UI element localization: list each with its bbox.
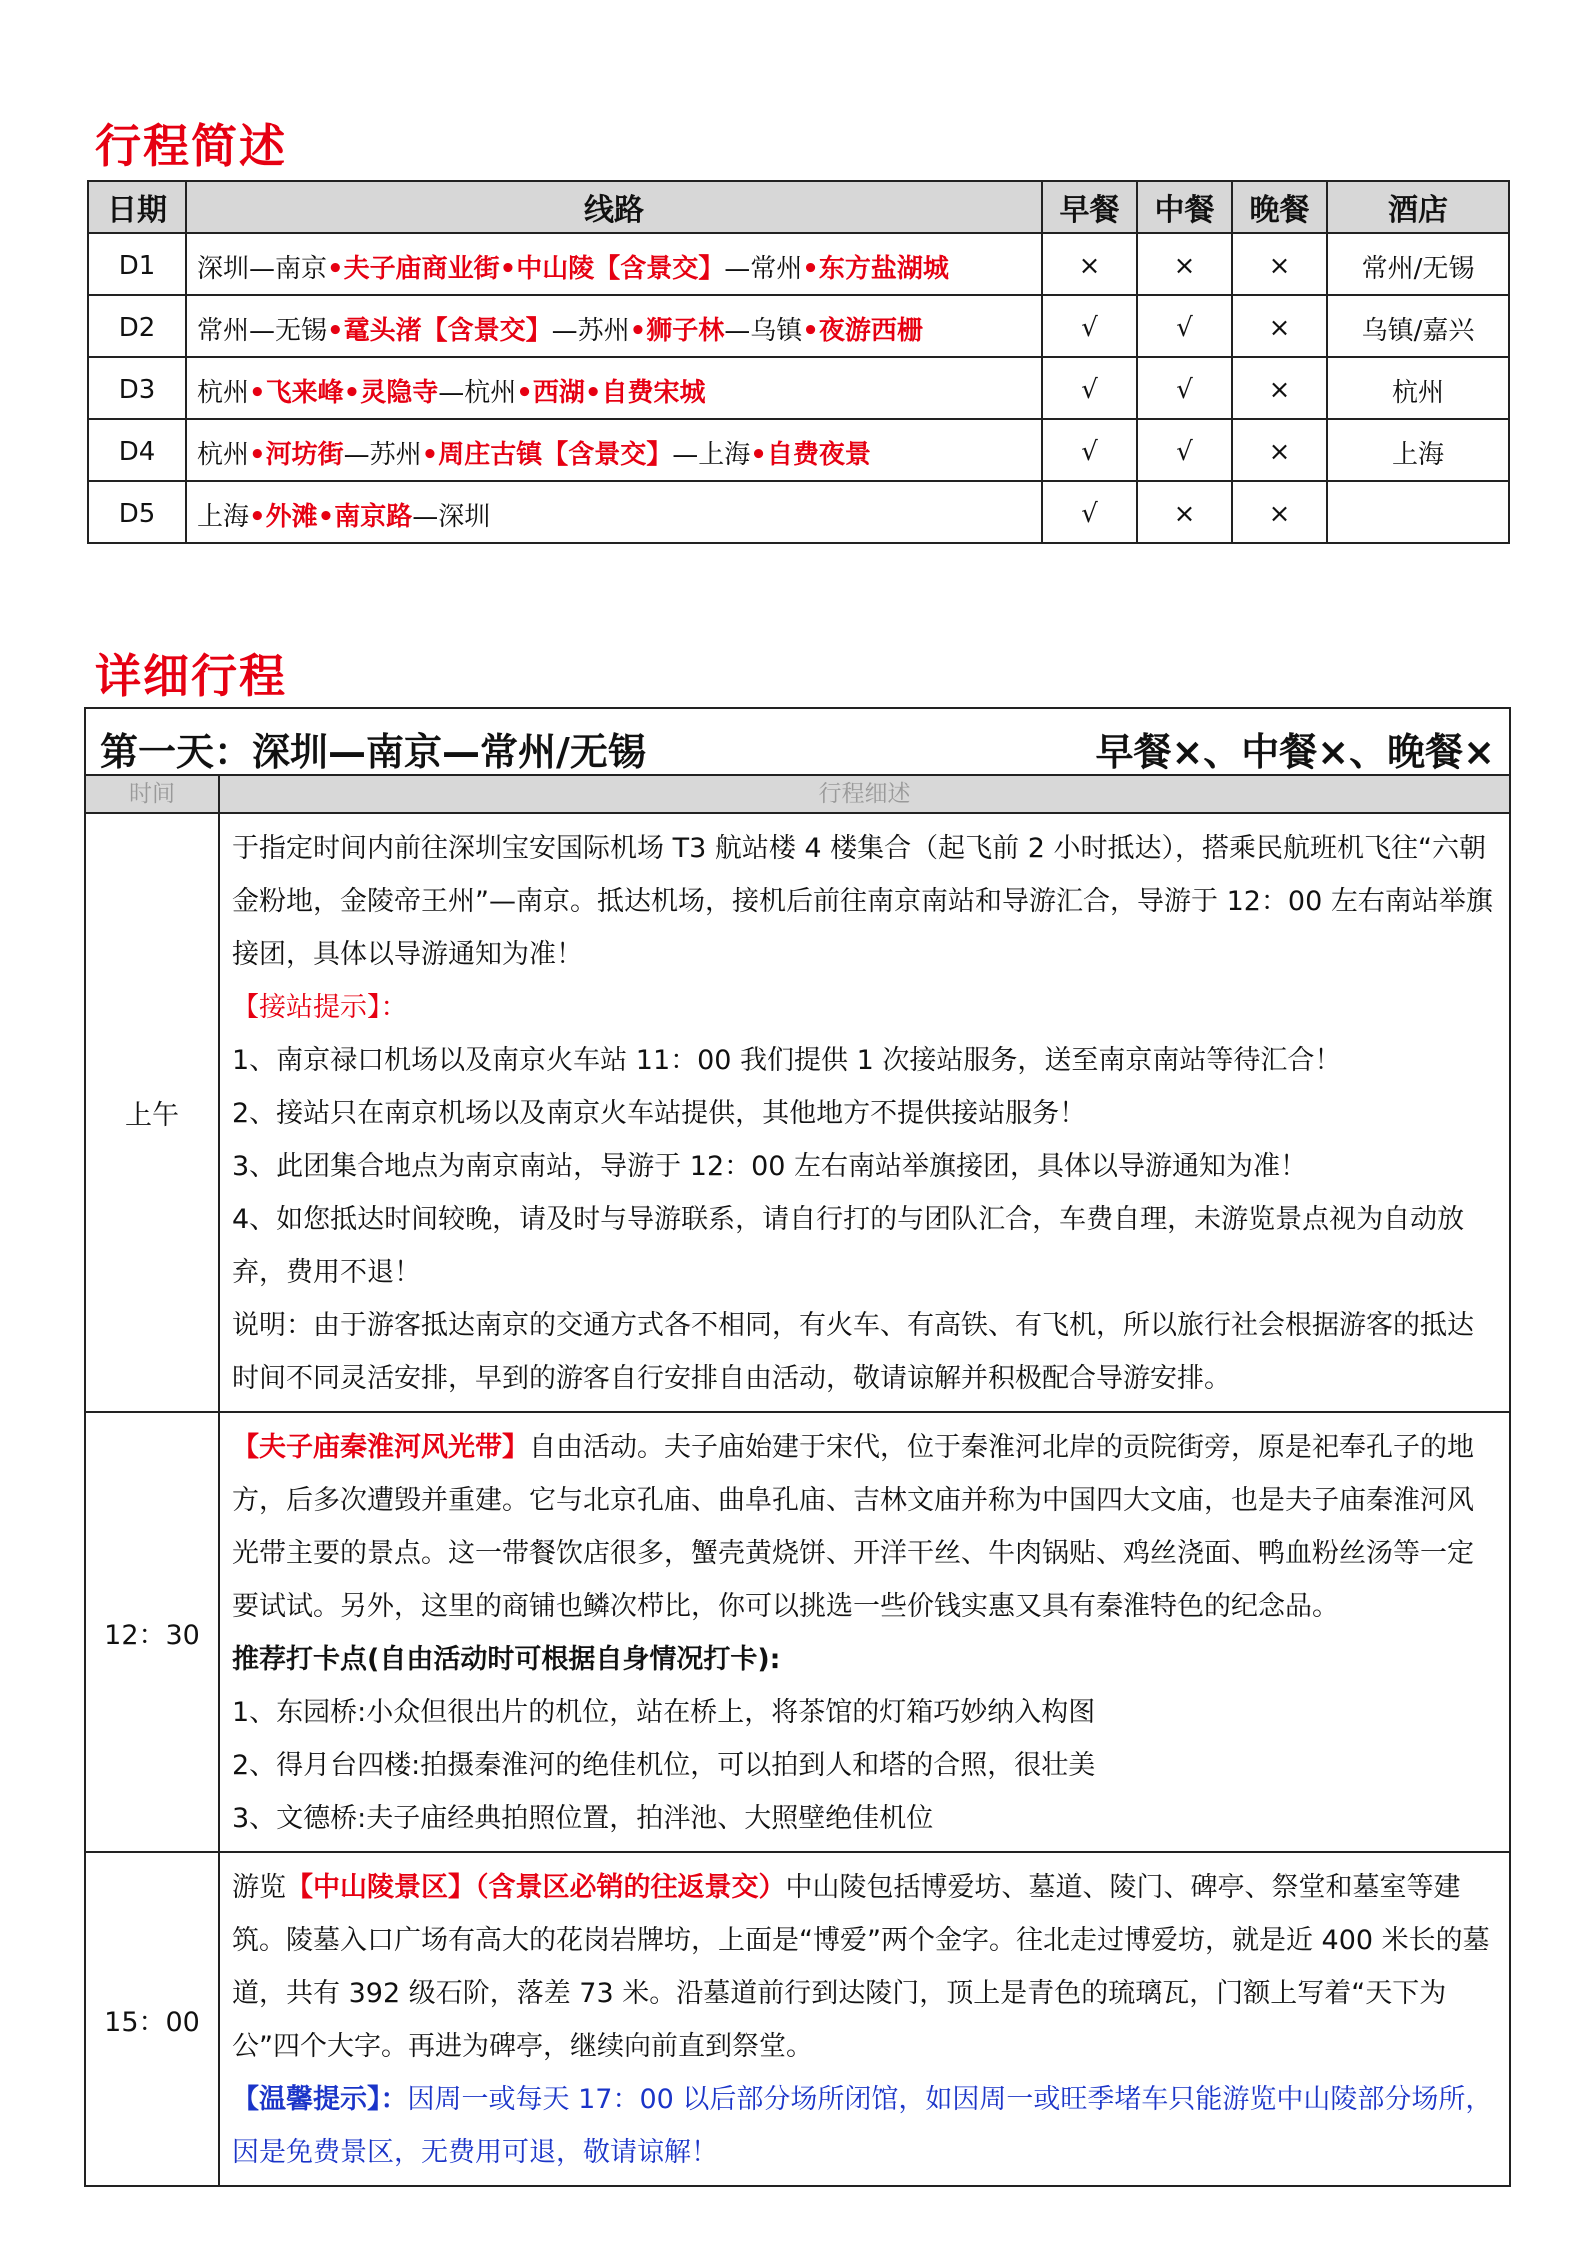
text-segment: 4、如您抵达时间较晚，请及时与导游联系，请自行打的与团队汇合，车费自理，未游览景点视为自动放弃，费用不退！: [232, 1204, 1465, 1288]
route-highlight: •自费夜景: [750, 439, 871, 470]
summary-table: [87, 180, 1510, 544]
summary-row: [88, 295, 1509, 357]
paragraph: [232, 1193, 1497, 1299]
text-segment: 因周一或每天 17：00 以后部分场所闭馆，如因周一或旺季堵车只能游览中山陵部分场所，因是免费景区，无费用可退，敬请谅解！: [232, 2084, 1493, 2168]
summary-row: [88, 357, 1509, 419]
route-highlight: •河坊街: [249, 439, 344, 470]
paragraph: [232, 1792, 1497, 1845]
route-segment: 杭州: [197, 439, 250, 470]
itinerary-row: [86, 1413, 1509, 1853]
header-lunch: 中餐: [1137, 181, 1232, 233]
lunch-cell: √: [1137, 419, 1232, 481]
route-highlight: •飞来峰•灵隐寺: [249, 377, 439, 408]
route-highlight: •狮子林: [629, 315, 725, 346]
day-cell: D4: [88, 419, 186, 481]
route-cell: [186, 419, 1042, 481]
text-segment: 3、文德桥:夫子庙经典拍照位置，拍泮池、大照壁绝佳机位: [232, 1803, 934, 1834]
hotel-cell: 杭州: [1327, 357, 1509, 419]
summary-title: 行程简述: [95, 119, 287, 173]
header-breakfast: 早餐: [1042, 181, 1137, 233]
route-highlight: •鼋头渚【含景交】: [327, 315, 552, 346]
paragraph: [232, 1140, 1497, 1193]
text-segment: 【中山陵景区】（含景区必销的往返景交）: [286, 1872, 786, 1903]
route-segment: —上海: [672, 439, 751, 470]
route-highlight: •周庄古镇【含景交】: [421, 439, 673, 470]
paragraph: [232, 2073, 1497, 2179]
route-cell: [186, 295, 1042, 357]
time-cell: 12：30: [86, 1413, 220, 1851]
dinner-cell: ×: [1232, 419, 1327, 481]
hotel-cell: 常州/无锡: [1327, 233, 1509, 295]
text-segment: 3、此团集合地点为南京南站，导游于 12：00 左右南站举旗接团，具体以导游通知为准！: [232, 1151, 1308, 1182]
route-segment: 深圳—南京: [197, 253, 328, 284]
day1-detail-table: [84, 707, 1511, 2187]
summary-row: [88, 419, 1509, 481]
breakfast-cell: √: [1042, 481, 1137, 543]
lunch-cell: ×: [1137, 233, 1232, 295]
description-cell: [220, 814, 1509, 1411]
text-segment: 推荐打卡点(自由活动时可根据自身情况打卡):: [232, 1644, 781, 1675]
route-segment: —杭州: [438, 377, 517, 408]
itinerary-row: [86, 1853, 1509, 2185]
day-cell: D5: [88, 481, 186, 543]
breakfast-cell: ×: [1042, 233, 1137, 295]
hotel-cell: 乌镇/嘉兴: [1327, 295, 1509, 357]
lunch-cell: √: [1137, 357, 1232, 419]
text-segment: 1、东园桥:小众但很出片的机位，站在桥上，将茶馆的灯箱巧妙纳入构图: [232, 1697, 1096, 1728]
paragraph: [232, 822, 1497, 981]
description-cell: [220, 1853, 1509, 2185]
day-meals: 早餐×、中餐×、晚餐×: [1095, 730, 1495, 774]
day-cell: D1: [88, 233, 186, 295]
time-cell: 上午: [86, 814, 220, 1411]
text-segment: 【夫子庙秦淮河风光带】: [232, 1432, 529, 1463]
paragraph: [232, 1034, 1497, 1087]
day-header: [86, 709, 1509, 776]
detail-title: 详细行程: [95, 649, 287, 703]
day-cell: D3: [88, 357, 186, 419]
route-segment: 杭州: [197, 377, 250, 408]
dinner-cell: ×: [1232, 481, 1327, 543]
hotel-cell: [1327, 481, 1509, 543]
paragraph: [232, 981, 1497, 1034]
route-cell: [186, 233, 1042, 295]
route-cell: [186, 357, 1042, 419]
breakfast-cell: √: [1042, 295, 1137, 357]
header-route: 线路: [186, 181, 1042, 233]
text-segment: 1、南京禄口机场以及南京火车站 11：00 我们提供 1 次接站服务，送至南京南站等待汇合！: [232, 1045, 1342, 1076]
text-segment: 【接站提示】：: [232, 992, 408, 1023]
route-highlight: •夫子庙商业街•中山陵【含景交】: [327, 253, 725, 284]
lunch-cell: √: [1137, 295, 1232, 357]
paragraph: [232, 1633, 1497, 1686]
day-heading: 第一天：深圳—南京—常州/无锡: [100, 730, 646, 774]
paragraph: [232, 1861, 1497, 2073]
route-cell: [186, 481, 1042, 543]
header-date: 日期: [88, 181, 186, 233]
hotel-cell: 上海: [1327, 419, 1509, 481]
dinner-cell: ×: [1232, 357, 1327, 419]
text-segment: 游览: [232, 1872, 286, 1903]
lunch-cell: ×: [1137, 481, 1232, 543]
paragraph: [232, 1739, 1497, 1792]
route-highlight: •西湖•自费宋城: [516, 377, 706, 408]
route-segment: —深圳: [412, 501, 491, 532]
breakfast-cell: √: [1042, 357, 1137, 419]
day-cell: D2: [88, 295, 186, 357]
summary-header-row: [88, 181, 1509, 233]
column-header: [86, 776, 1509, 814]
route-segment: 常州—无锡: [197, 315, 328, 346]
text-segment: 2、得月台四楼:拍摄秦淮河的绝佳机位，可以拍到人和塔的合照，很壮美: [232, 1750, 1096, 1781]
paragraph: [232, 1686, 1497, 1739]
description-cell: [220, 1413, 1509, 1851]
paragraph: [232, 1299, 1497, 1405]
paragraph: [232, 1087, 1497, 1140]
time-cell: 15：00: [86, 1853, 220, 2185]
route-highlight: •外滩•南京路: [249, 501, 413, 532]
route-segment: —苏州: [551, 315, 630, 346]
text-segment: 中山陵包括博爱坊、墓道、陵门、碑亭、祭堂和墓室等建筑。陵墓入口广场有高大的花岗岩牌坊，上面是“博爱”两个金字。往北走过博爱坊，就是近 400 米长的墓道，共有 392 级石阶，落差 73 米。沿墓道前行到达陵门，顶上是青色的琉璃瓦，门额上写着“天下为公”四个大字。再进为碑亭，继续向前直到祭堂。: [232, 1872, 1490, 2062]
route-segment: —苏州: [343, 439, 422, 470]
route-segment: —常州: [724, 253, 803, 284]
dinner-cell: ×: [1232, 295, 1327, 357]
paragraph: [232, 1421, 1497, 1633]
header-hotel: 酒店: [1327, 181, 1509, 233]
text-segment: 自由活动。夫子庙始建于宋代，位于秦淮河北岸的贡院街旁，原是祀奉孔子的地方，后多次遭毁并重建。它与北京孔庙、曲阜孔庙、吉林文庙并称为中国四大文庙，也是夫子庙秦淮河风光带主要的景点。这一带餐饮店很多，蟹壳黄烧饼、开洋干丝、牛肉锅贴、鸡丝浇面、鸭血粉丝汤等一定要试试。另外，这里的商铺也鳞次栉比，你可以挑选一些价钱实惠又具有秦淮特色的纪念品。: [232, 1432, 1474, 1622]
text-segment: 2、接站只在南京机场以及南京火车站提供，其他地方不提供接站服务！: [232, 1098, 1087, 1129]
route-highlight: •东方盐湖城: [802, 253, 949, 284]
summary-row: [88, 481, 1509, 543]
route-segment: —乌镇: [724, 315, 803, 346]
text-segment: 【温馨提示】：: [232, 2084, 408, 2115]
route-highlight: •夜游西栅: [802, 315, 923, 346]
text-segment: 说明：由于游客抵达南京的交通方式各不相同，有火车、有高铁、有飞机，所以旅行社会根据游客的抵达时间不同灵活安排，早到的游客自行安排自由活动，敬请谅解并积极配合导游安排。: [232, 1310, 1474, 1394]
dinner-cell: ×: [1232, 233, 1327, 295]
header-dinner: 晚餐: [1232, 181, 1327, 233]
column-description: 行程细述: [818, 781, 911, 807]
summary-row: [88, 233, 1509, 295]
text-segment: 于指定时间内前往深圳宝安国际机场 T3 航站楼 4 楼集合（起飞前 2 小时抵达），搭乘民航班机飞往“六朝金粉地，金陵帝王州”—南京。抵达机场，接机后前往南京南站和导游汇合，导游于 12：00 左右南站举旗接团，具体以导游通知为准！: [232, 833, 1493, 970]
breakfast-cell: √: [1042, 419, 1137, 481]
itinerary-row: [86, 814, 1509, 1413]
column-time: 时间: [86, 776, 220, 812]
route-segment: 上海: [197, 501, 250, 532]
